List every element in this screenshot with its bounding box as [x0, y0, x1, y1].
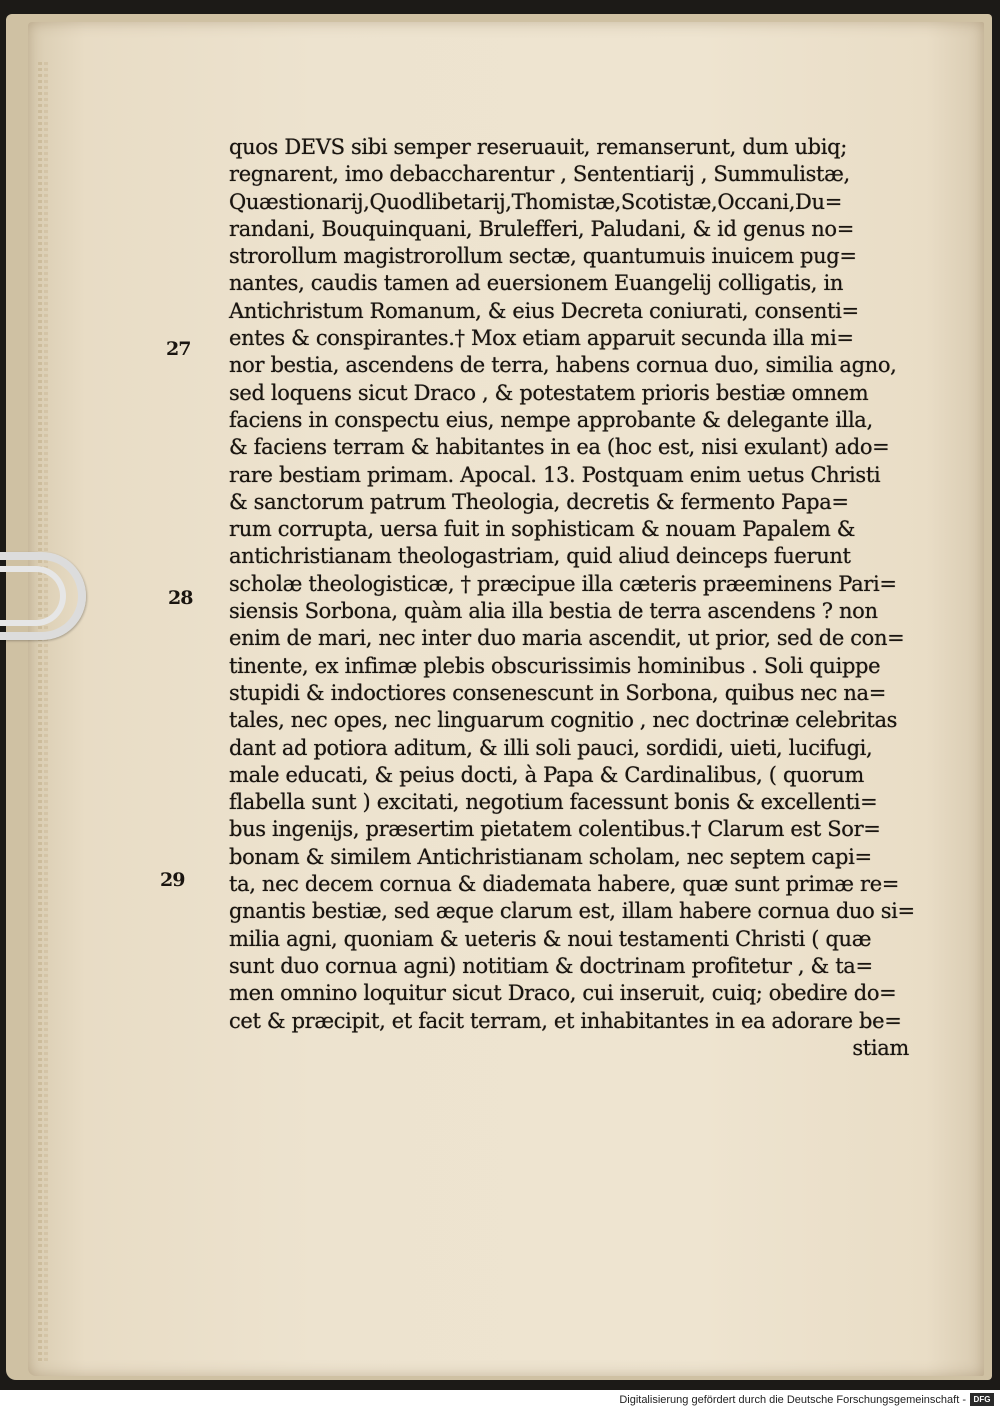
text-line: cet & præcipit, et facit terram, et inhabitantes in ea adorare be= [229, 1008, 902, 1033]
text-line: ta, nec decem cornua & diademata habere, quæ sunt primæ re= [229, 872, 900, 897]
text-line: entes & conspirantes.† Mox etiam apparuit secunda illa mi= [229, 326, 854, 351]
text-line: men omnino loquitur sicut Draco, cui inseruit, cuiq; obedire do= [229, 981, 897, 1006]
text-line: dant ad potiora aditum, & illi soli pauci, sordidi, uieti, lucifugi, [229, 735, 873, 760]
text-line: sunt duo cornua agni) notitiam & doctrinam profitetur , & ta= [229, 953, 873, 978]
text-line: rum corrupta, uersa fuit in sophisticam & nouam Papalem & [229, 517, 856, 542]
text-line: quos DEVS sibi semper reseruauit, remanserunt, dum ubiq; [229, 135, 847, 159]
marginal-number-28: 28 [168, 587, 193, 609]
text-line: tales, nec opes, nec linguarum cognitio , nec doctrinæ celebritas [229, 708, 898, 733]
text-line: randani, Bouquinquani, Brulefferi, Paludani, & id genus no= [229, 216, 854, 241]
body-text [229, 134, 915, 1062]
text-line: bonam & similem Antichristianam scholam, nec septem capi= [229, 844, 872, 869]
text-line: flabella sunt ) excitati, negotium facessunt bonis & excellenti= [229, 790, 878, 815]
marginal-number-29: 29 [160, 869, 185, 891]
text-line: strorollum magistrorollum sectæ, quantumuis inuicem pug= [229, 244, 857, 269]
text-line: enim de mari, nec inter duo maria ascendit, ut prior, sed de con= [229, 626, 905, 651]
text-line: & faciens terram & habitantes in ea (hoc est, nisi exulant) ado= [229, 435, 890, 460]
text-line: nor bestia, ascendens de terra, habens cornua duo, similia agno, [229, 353, 897, 378]
text-line: bus ingenijs, præsertim pietatem colentibus.† Clarum est Sor= [229, 817, 881, 842]
text-line: faciens in conspectu eius, nempe approbante & delegante illa, [229, 407, 873, 432]
text-line: rare bestiam primam. Apocal. 13. Postquam enim uetus Christi [229, 462, 881, 487]
text-line: Antichristum Romanum, & eius Decreta coniurati, consenti= [229, 298, 859, 323]
dfg-logo-icon: DFG [970, 1393, 994, 1406]
text-line: Quæstionarij,Quodlibetarij,Thomistæ,Scotistæ,Occani,Du= [229, 189, 842, 214]
text-line: siensis Sorbona, quàm alia illa bestia de terra ascendens ? non [229, 599, 878, 624]
marginal-number-27: 27 [166, 338, 191, 360]
funding-credit: Digitalisierung gefördert durch die Deutsche Forschungsgemeinschaft - [619, 1394, 966, 1406]
text-line: male educati, & peius docti, à Papa & Cardinalibus, ( quorum [229, 762, 864, 787]
text-line: & sanctorum patrum Theologia, decretis & fermento Papa= [229, 489, 849, 514]
paper-clip-inner-loop [0, 566, 66, 626]
text-line: gnantis bestiæ, sed æque clarum est, illam habere cornua duo si= [229, 899, 915, 924]
page-edge-shading [38, 62, 42, 1362]
text-line: tinente, ex infimæ plebis obscurissimis hominibus . Soli quippe [229, 653, 881, 678]
text-line: antichristianam theologastriam, quid aliud deinceps fuerunt [229, 544, 851, 569]
text-line: milia agni, quoniam & ueteris & noui testamenti Christi ( quæ [229, 926, 872, 951]
footer-bar [0, 1390, 1000, 1410]
text-line: stupidi & indoctiores consenescunt in Sorbona, quibus nec na= [229, 680, 886, 705]
text-line: scholæ theologisticæ, † præcipue illa cæteris præeminens Pari= [229, 571, 897, 596]
page-edge-shading [44, 62, 48, 1362]
catchword: stiam [852, 1035, 909, 1060]
text-line: nantes, caudis tamen ad euersionem Euangelij colligatis, in [229, 271, 843, 296]
text-line: regnarent, imo debaccharentur , Sententiarij , Summulistæ, [229, 162, 850, 187]
text-line: sed loquens sicut Draco , & potestatem prioris bestiæ omnem [229, 380, 869, 405]
